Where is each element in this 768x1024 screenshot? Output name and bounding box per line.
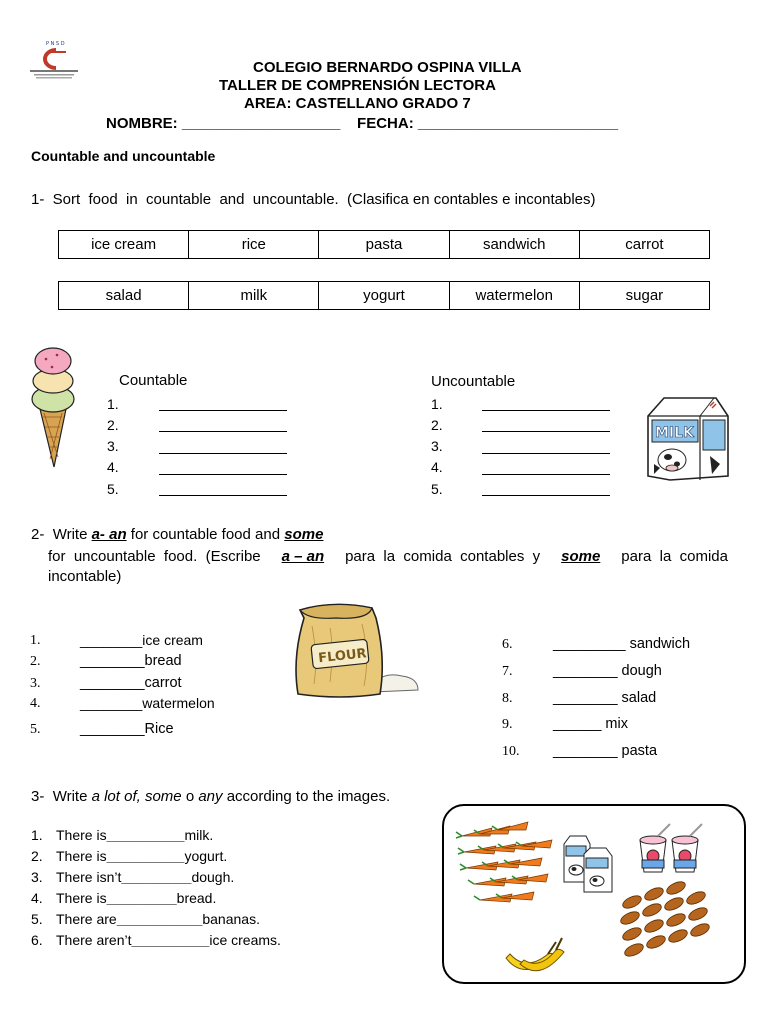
ex2-item[interactable]: ________Rice (80, 721, 174, 737)
svg-text:P N S D: P N S D (46, 41, 65, 47)
countable-answer-line[interactable] (159, 474, 287, 475)
countable-number: 1. (107, 396, 119, 412)
milk-cartons-icon (564, 836, 612, 892)
countable-answer-line[interactable] (159, 453, 287, 454)
ex2-number: 6. (502, 637, 513, 652)
ex2-number: 2. (30, 654, 41, 669)
milk-carton-label: MILK (655, 425, 694, 441)
uncountable-number: 3. (431, 438, 443, 454)
ex3-sentence[interactable]: 5. There are___________bananas. (31, 911, 260, 927)
ex2-item[interactable]: ______ mix (553, 716, 628, 732)
flour-sack-label: FLOUR (317, 646, 368, 667)
ex3-sentence-list (31, 825, 281, 951)
ex2-item[interactable]: ________watermelon (80, 695, 215, 711)
ex2-item[interactable]: ________ salad (553, 690, 657, 706)
name-label: NOMBRE: (106, 115, 178, 132)
date-blank: ________________________ (417, 115, 619, 132)
ex2-item[interactable]: ________carrot (80, 675, 182, 691)
name-blank: ___________________ (181, 115, 341, 132)
header-school-name: COLEGIO BERNARDO OSPINA VILLA (253, 59, 522, 76)
ex2-number: 3. (30, 676, 41, 691)
countable-answer-line[interactable] (159, 495, 287, 496)
ex2-number: 4. (30, 696, 41, 711)
uncountable-answer-line[interactable] (482, 453, 610, 454)
bananas-icon (506, 938, 564, 971)
word-cell: sugar (625, 287, 664, 304)
word-cell: milk (189, 282, 319, 309)
header-workshop-title: TALLER DE COMPRENSIÓN LECTORA (219, 77, 496, 94)
date-label: FECHA: (357, 115, 414, 132)
exercise-2-line3: incontable) (48, 568, 122, 585)
uncountable-number: 1. (431, 396, 443, 412)
word-table-row-2 (58, 281, 710, 310)
uncountable-number: 4. (431, 459, 443, 475)
bread-loaves-icon (619, 879, 711, 959)
uncountable-number: 5. (431, 481, 443, 497)
flour-sack-image (290, 598, 422, 700)
header-area-grade: AREA: CASTELLANO GRADO 7 (244, 95, 471, 112)
ex2-number: 1. (30, 633, 41, 648)
ex2-item[interactable]: _________ sandwich (553, 636, 691, 652)
word-cell: carrot (625, 236, 664, 253)
countable-number: 5. (107, 481, 119, 497)
ex2-number: 10. (502, 744, 520, 759)
countable-answer-line[interactable] (159, 410, 287, 411)
ex2-item[interactable]: ________ pasta (553, 743, 658, 759)
yogurt-cups-icon (640, 824, 702, 872)
uncountable-answer-line[interactable] (482, 495, 610, 496)
countable-heading: Countable (119, 372, 188, 389)
ex2-item[interactable]: ________bread (80, 653, 182, 669)
countable-number: 2. (107, 417, 119, 433)
ex3-sentence[interactable]: 2. There is__________yogurt. (31, 848, 228, 864)
ex3-sentence[interactable]: 4. There is_________bread. (31, 890, 217, 906)
some-emphasis: some (284, 526, 324, 543)
ex2-item[interactable]: ________ dough (553, 663, 662, 679)
word-cell: ice cream (59, 231, 189, 258)
ex3-food-images-box (442, 804, 746, 984)
word-cell: rice (189, 231, 319, 258)
word-cell: pasta (319, 231, 449, 258)
exercise-1-instruction: 1- Sort food in countable and uncountable. (Clasifica en contables e incontables) (31, 191, 596, 208)
word-cell: salad (59, 282, 189, 309)
uncountable-answer-line[interactable] (482, 474, 610, 475)
uncountable-heading: Uncountable (431, 373, 516, 390)
word-cell: sandwich (450, 231, 580, 258)
uncountable-answer-line[interactable] (482, 410, 610, 411)
ex2-number: 7. (502, 664, 513, 679)
ex3-sentence[interactable]: 6. There aren’t__________ice creams. (31, 932, 281, 948)
uncountable-number: 2. (431, 417, 443, 433)
ex3-sentence[interactable]: 1. There is__________milk. (31, 827, 214, 843)
word-table-row-1 (58, 230, 710, 259)
exercise-2-line2: for uncountable food. (Escribe a – an para la comida contables y some para la comida (48, 548, 728, 565)
ex2-number: 8. (502, 691, 513, 706)
school-logo (26, 38, 82, 80)
milk-carton-image (640, 394, 732, 482)
word-cell: yogurt (319, 282, 449, 309)
ex2-item[interactable]: ________ice cream (80, 632, 203, 648)
section-title: Countable and uncountable (31, 148, 216, 164)
countable-number: 3. (107, 438, 119, 454)
countable-answer-line[interactable] (159, 431, 287, 432)
countable-number: 4. (107, 459, 119, 475)
exercise-2-line1: 2- Write a- an for countable food and some (31, 526, 324, 543)
carrots-pile-icon (456, 822, 552, 902)
ex3-sentence[interactable]: 3. There isn’t_________dough. (31, 869, 235, 885)
uncountable-answer-line[interactable] (482, 431, 610, 432)
header-name-date-line (106, 115, 618, 132)
a-an-emphasis: a- an (91, 526, 127, 543)
word-cell: watermelon (450, 282, 580, 309)
exercise-3-instruction: 3- Write a lot of, some o any according to the images. (31, 788, 391, 805)
ex2-number: 5. (30, 722, 41, 737)
ex2-number: 9. (502, 717, 513, 732)
ice-cream-cone-image (26, 343, 80, 469)
